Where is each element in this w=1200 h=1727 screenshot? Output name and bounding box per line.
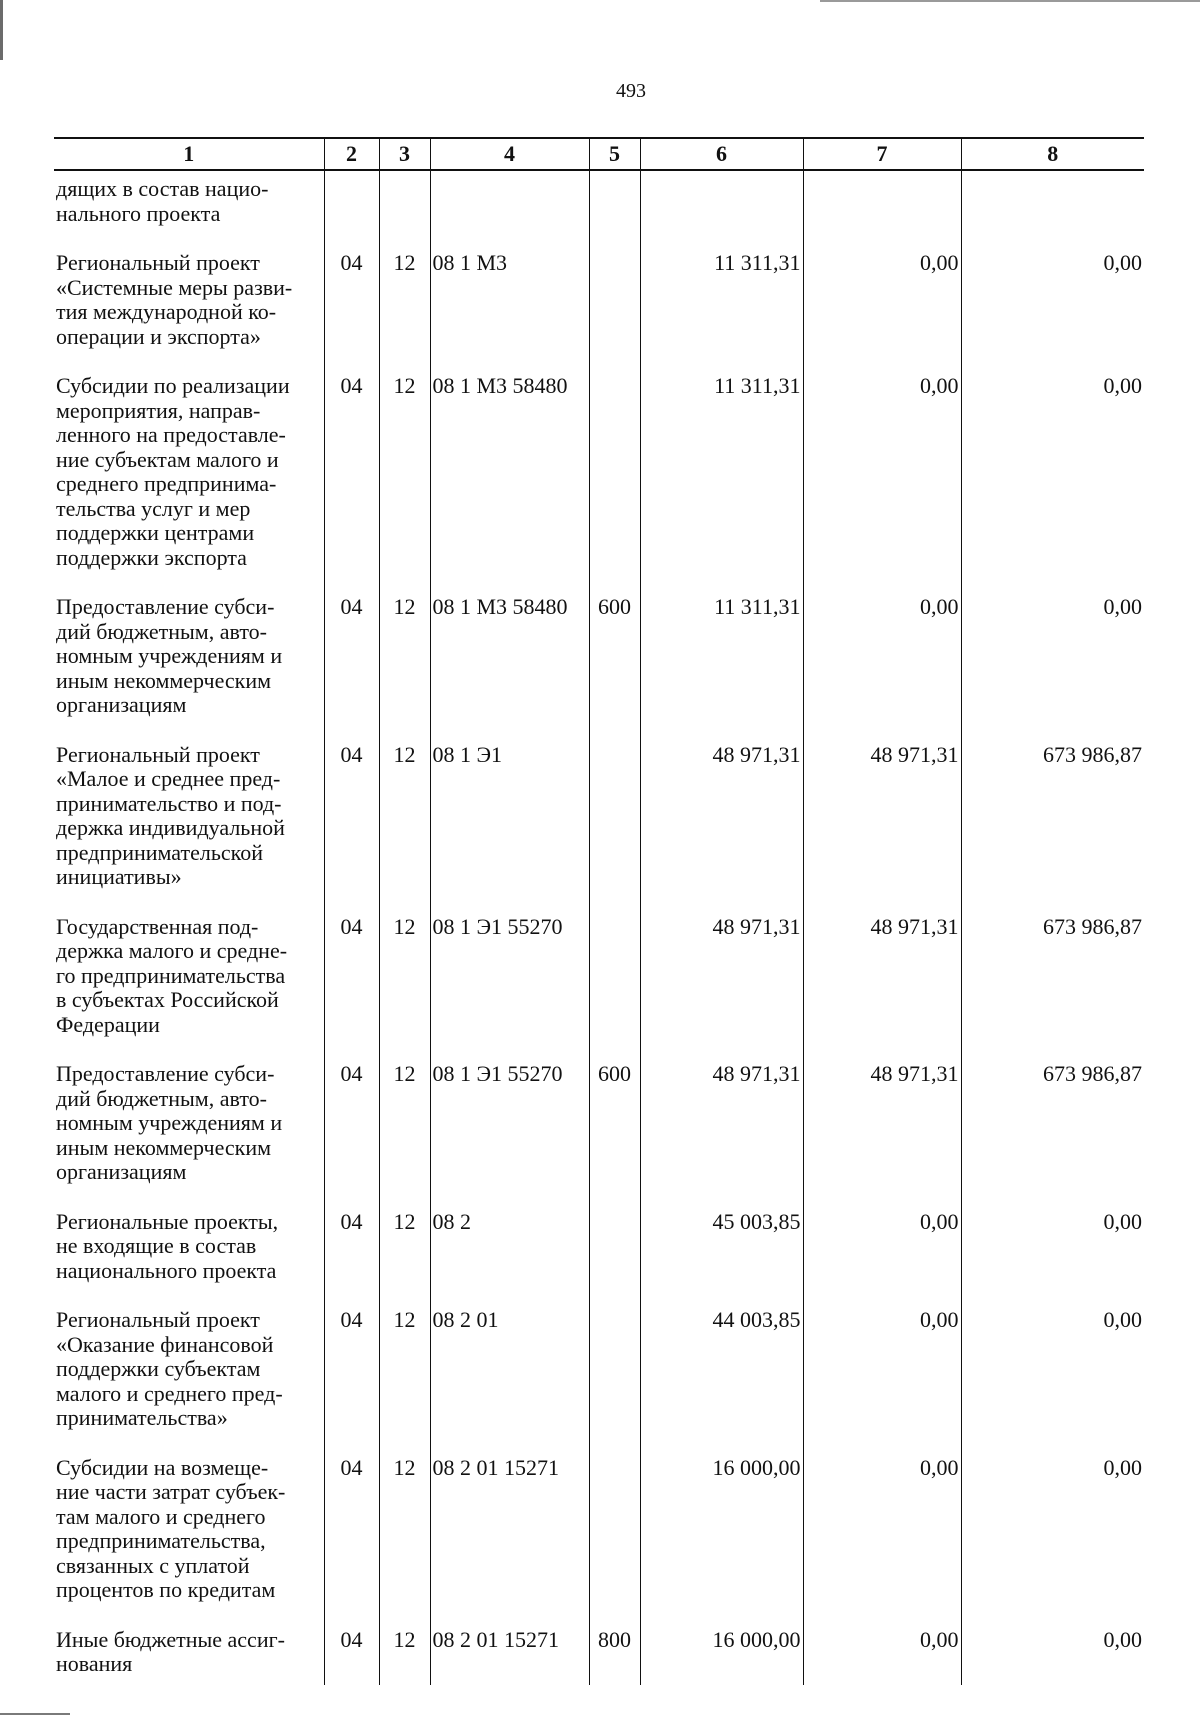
- subsection-code-cell: 12: [379, 904, 430, 1052]
- expense-type-code-cell: [589, 732, 640, 904]
- expense-type-code-cell: [589, 240, 640, 363]
- amount-col8-cell: 0,00: [961, 1445, 1144, 1617]
- section-code-cell: 04: [324, 1051, 379, 1199]
- page-number: 493: [616, 80, 646, 102]
- amount-col6-cell: 48 971,31: [640, 732, 803, 904]
- row-name-cell: Региональный проект «Системные меры разви- тия международной ко- операции и экспорта»: [56, 250, 293, 349]
- subsection-code-cell: 12: [379, 732, 430, 904]
- column-header-4: 4: [430, 138, 589, 170]
- amount-col7-cell: 48 971,31: [803, 732, 961, 904]
- row-name-cell: Предоставление субси- дий бюджетным, авто- номным учреждениям и иным некоммерческим организациям: [56, 1061, 283, 1184]
- amount-col6-cell: 48 971,31: [640, 1051, 803, 1199]
- expense-type-code-cell: [589, 363, 640, 584]
- subsection-code-cell: 12: [379, 584, 430, 732]
- amount-col8-cell: 0,00: [961, 1297, 1144, 1445]
- expense-type-code-cell: 800: [589, 1617, 640, 1685]
- table-row: [54, 1199, 1144, 1298]
- target-item-code-cell: 08 1 M3 58480: [430, 363, 589, 584]
- amount-col6-cell: 44 003,85: [640, 1297, 803, 1445]
- target-item-code-cell: 08 1 M3: [430, 240, 589, 363]
- budget-table: [54, 137, 1144, 1685]
- amount-col8-cell: [961, 170, 1144, 240]
- row-name-cell: Иные бюджетные ассиг- нования: [56, 1626, 285, 1676]
- table-row: [54, 732, 1144, 904]
- amount-col7-cell: 0,00: [803, 240, 961, 363]
- table-row: [54, 240, 1144, 363]
- amount-col7-cell: 0,00: [803, 1199, 961, 1298]
- row-name-cell: Региональный проект «Оказание финансовой поддержки субъектам малого и среднего пред- принимательства»: [56, 1307, 283, 1430]
- amount-col6-cell: 45 003,85: [640, 1199, 803, 1298]
- column-header-7: 7: [803, 138, 961, 170]
- amount-col6-cell: [640, 170, 803, 240]
- section-code-cell: 04: [324, 1445, 379, 1617]
- amount-col7-cell: 0,00: [803, 1617, 961, 1685]
- row-name-cell: Субсидии по реализации мероприятия, направ- ленного на предоставле- ние субъектам малого и среднего предпринима- тельства услуг и мер поддержки центрами поддержки экспорта: [56, 373, 290, 570]
- section-code-cell: 04: [324, 904, 379, 1052]
- expense-type-code-cell: [589, 1297, 640, 1445]
- target-item-code-cell: 08 2: [430, 1199, 589, 1298]
- section-code-cell: 04: [324, 732, 379, 904]
- section-code-cell: 04: [324, 1617, 379, 1685]
- amount-col6-cell: 11 311,31: [640, 240, 803, 363]
- table-body: [54, 170, 1144, 1685]
- section-code-cell: 04: [324, 1297, 379, 1445]
- column-header-3: 3: [379, 138, 430, 170]
- amount-col6-cell: 48 971,31: [640, 904, 803, 1052]
- target-item-code-cell: 08 1 M3 58480: [430, 584, 589, 732]
- table-row: [54, 1617, 1144, 1685]
- target-item-code-cell: 08 2 01 15271: [430, 1445, 589, 1617]
- table-row: [54, 170, 1144, 240]
- table-row: [54, 1445, 1144, 1617]
- amount-col6-cell: 16 000,00: [640, 1617, 803, 1685]
- subsection-code-cell: 12: [379, 363, 430, 584]
- amount-col7-cell: [803, 170, 961, 240]
- amount-col8-cell: 0,00: [961, 1617, 1144, 1685]
- target-item-code-cell: 08 1 Э1 55270: [430, 904, 589, 1052]
- column-header-8: 8: [961, 138, 1144, 170]
- subsection-code-cell: 12: [379, 1199, 430, 1298]
- table-row: [54, 1297, 1144, 1445]
- amount-col7-cell: 0,00: [803, 363, 961, 584]
- subsection-code-cell: [379, 170, 430, 240]
- amount-col6-cell: 16 000,00: [640, 1445, 803, 1617]
- target-item-code-cell: [430, 170, 589, 240]
- scan-edge-left: [0, 0, 3, 60]
- expense-type-code-cell: [589, 1445, 640, 1617]
- row-name-cell: Региональные проекты, не входящие в состав национального проекта: [56, 1208, 279, 1283]
- table-row: [54, 1051, 1144, 1199]
- subsection-code-cell: 12: [379, 1617, 430, 1685]
- row-name-cell: Предоставление субси- дий бюджетным, авто- номным учреждениям и иным некоммерческим организациям: [56, 594, 283, 717]
- table-row: [54, 363, 1144, 584]
- amount-col8-cell: 0,00: [961, 240, 1144, 363]
- amount-col6-cell: 11 311,31: [640, 584, 803, 732]
- amount-col7-cell: 0,00: [803, 1445, 961, 1617]
- header-row: [54, 138, 1144, 170]
- column-header-6: 6: [640, 138, 803, 170]
- subsection-code-cell: 12: [379, 1297, 430, 1445]
- target-item-code-cell: 08 2 01 15271: [430, 1617, 589, 1685]
- expense-type-code-cell: 600: [589, 1051, 640, 1199]
- scan-edge-top: [820, 0, 1200, 2]
- amount-col8-cell: 673 986,87: [961, 1051, 1144, 1199]
- amount-col7-cell: 0,00: [803, 584, 961, 732]
- table-row: [54, 584, 1144, 732]
- column-header-2: 2: [324, 138, 379, 170]
- expense-type-code-cell: [589, 904, 640, 1052]
- table-header: [54, 138, 1144, 170]
- amount-col8-cell: 0,00: [961, 1199, 1144, 1298]
- target-item-code-cell: 08 2 01: [430, 1297, 589, 1445]
- row-name-cell: Субсидии на возмеще- ние части затрат субъек- там малого и среднего предпринимательства, связанных с уплатой процентов по кредитам: [56, 1454, 286, 1602]
- row-name-cell: дящих в состав нацио- нального проекта: [56, 176, 269, 226]
- section-code-cell: 04: [324, 1199, 379, 1298]
- amount-col8-cell: 0,00: [961, 363, 1144, 584]
- subsection-code-cell: 12: [379, 1445, 430, 1617]
- expense-type-code-cell: 600: [589, 584, 640, 732]
- amount-col7-cell: 0,00: [803, 1297, 961, 1445]
- subsection-code-cell: 12: [379, 1051, 430, 1199]
- target-item-code-cell: 08 1 Э1 55270: [430, 1051, 589, 1199]
- amount-col7-cell: 48 971,31: [803, 1051, 961, 1199]
- row-name-cell: Государственная под- держка малого и средне- го предпринимательства в субъектах Российской Федерации: [56, 913, 288, 1037]
- amount-col7-cell: 48 971,31: [803, 904, 961, 1052]
- column-header-5: 5: [589, 138, 640, 170]
- amount-col8-cell: 673 986,87: [961, 904, 1144, 1052]
- scan-edge-bottom: [0, 1713, 70, 1715]
- subsection-code-cell: 12: [379, 240, 430, 363]
- expense-type-code-cell: [589, 170, 640, 240]
- amount-col8-cell: 0,00: [961, 584, 1144, 732]
- section-code-cell: [324, 170, 379, 240]
- target-item-code-cell: 08 1 Э1: [430, 732, 589, 904]
- column-header-1: 1: [54, 138, 324, 170]
- section-code-cell: 04: [324, 584, 379, 732]
- expense-type-code-cell: [589, 1199, 640, 1298]
- row-name-cell: Региональный проект «Малое и среднее пред- принимательство и под- держка индивидуальной предпринимательской инициативы»: [56, 741, 285, 889]
- section-code-cell: 04: [324, 240, 379, 363]
- amount-col6-cell: 11 311,31: [640, 363, 803, 584]
- amount-col8-cell: 673 986,87: [961, 732, 1144, 904]
- section-code-cell: 04: [324, 363, 379, 584]
- table-row: [54, 904, 1144, 1052]
